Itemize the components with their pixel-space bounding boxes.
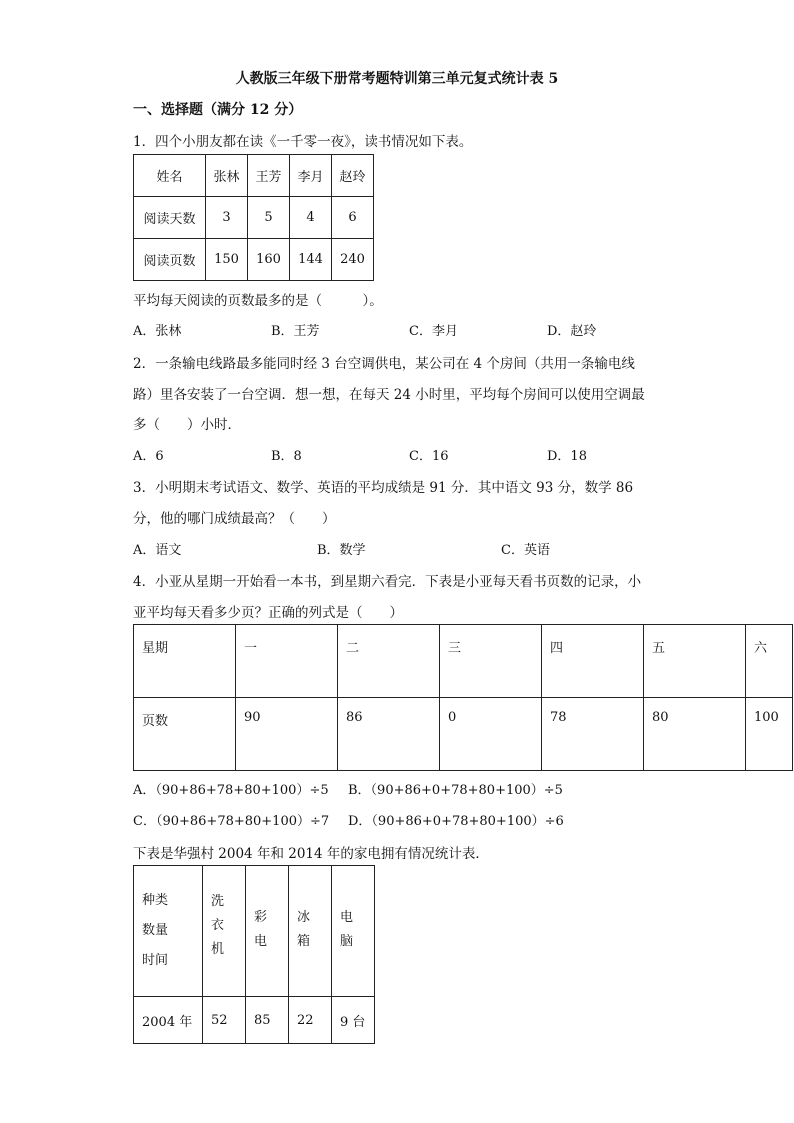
table-header-cell (332, 866, 375, 997)
header-char: 箱 (297, 934, 311, 949)
table-cell: 页数 (134, 698, 236, 771)
table-cell: 160 (248, 239, 290, 281)
table-row (134, 625, 793, 698)
table-header-cell: 四 (542, 625, 644, 698)
table-cell: 150 (206, 239, 248, 281)
table-header-cell: 二 (338, 625, 440, 698)
q5-appliance-table (133, 865, 375, 1044)
table-header-cell: 六 (746, 625, 793, 698)
q3-option-a[interactable]: A．语文 (133, 543, 182, 558)
table-cell: 90 (236, 698, 338, 771)
header-char: 电 (340, 910, 354, 925)
table-cell: 144 (290, 239, 332, 281)
table-header-cell: 赵玲 (332, 155, 374, 197)
q2-stem-line3: 多（ ）小时． (133, 417, 241, 433)
header-char: 冰 (297, 910, 311, 925)
q4-option-d[interactable]: D．（90+86+0+78+80+100）÷6 (348, 814, 564, 829)
q1-stem: 1．四个小朋友都在读《一千零一夜》，读书情况如下表。 (133, 134, 473, 150)
table-header-cell: 五 (644, 625, 746, 698)
header-char: 电 (254, 934, 268, 949)
q4-option-b[interactable]: B．（90+86+0+78+80+100）÷5 (348, 783, 563, 798)
table-cell: 阅读页数 (134, 239, 206, 281)
table-corner-cell (134, 866, 203, 997)
table-cell: 86 (338, 698, 440, 771)
table-row (134, 155, 374, 197)
q3-option-c[interactable]: C．英语 (501, 543, 550, 558)
table-cell: 阅读天数 (134, 197, 206, 239)
table-row (134, 197, 374, 239)
q1-question: 平均每天阅读的页数最多的是（ ）。 (133, 293, 383, 309)
q1-option-a[interactable]: A．张林 (133, 324, 182, 339)
table-row (134, 239, 374, 281)
table-cell: 4 (290, 197, 332, 239)
header-char: 机 (211, 942, 225, 957)
header-char: 衣 (211, 918, 225, 933)
table-header-cell: 星期 (134, 625, 236, 698)
corner-label-quantity: 数量 (142, 923, 169, 938)
q4-stem-line1: 4．小亚从星期一开始看一本书，到星期六看完．下表是小亚每天看书页数的记录，小 (133, 574, 642, 590)
q3-stem-line1: 3．小明期末考试语文、数学、英语的平均成绩是 91 分．其中语文 93 分，数学 86 (133, 480, 634, 496)
q4-pages-table (133, 624, 793, 771)
table-cell: 100 (746, 698, 793, 771)
header-char: 脑 (340, 934, 354, 949)
table-header-cell (289, 866, 332, 997)
table-header-cell: 张林 (206, 155, 248, 197)
q2-option-d[interactable]: D．18 (547, 449, 587, 464)
table-header-cell: 三 (440, 625, 542, 698)
q2-stem-line1: 2．一条输电线路最多能同时经 3 台空调供电，某公司在 4 个房间（共用一条输电线 (133, 356, 635, 372)
corner-label-time: 时间 (142, 953, 169, 968)
table-row (134, 698, 793, 771)
table-cell: 85 (246, 997, 289, 1044)
section-heading: 一、选择题（满分 12 分） (133, 102, 303, 118)
q4-option-c[interactable]: C．（90+86+78+80+100）÷7 (133, 814, 330, 829)
table-cell: 240 (332, 239, 374, 281)
table-cell: 6 (332, 197, 374, 239)
table-cell: 52 (203, 997, 246, 1044)
table-cell: 78 (542, 698, 644, 771)
table-cell: 5 (248, 197, 290, 239)
table-header-cell: 姓名 (134, 155, 206, 197)
table-cell: 80 (644, 698, 746, 771)
q1-reading-table (133, 154, 374, 281)
document-title: 人教版三年级下册常考题特训第三单元复式统计表 5 (235, 71, 559, 87)
q2-option-a[interactable]: A．6 (133, 449, 164, 464)
table-header-cell: 王芳 (248, 155, 290, 197)
table-cell: 22 (289, 997, 332, 1044)
table-cell: 9 台 (332, 997, 375, 1044)
corner-label-type: 种类 (142, 893, 169, 908)
q4-option-a[interactable]: A．（90+86+78+80+100）÷5 (133, 783, 329, 798)
header-char: 彩 (254, 910, 268, 925)
q3-option-b[interactable]: B．数学 (317, 543, 366, 558)
table-header-cell: 李月 (290, 155, 332, 197)
q5-intro: 下表是华强村 2004 年和 2014 年的家电拥有情况统计表． (133, 846, 489, 862)
table-cell: 3 (206, 197, 248, 239)
q4-stem-line2: 亚平均每天看多少页？正确的列式是（ ） (133, 605, 403, 621)
table-cell: 2004 年 (134, 997, 203, 1044)
q3-stem-line2: 分，他的哪门成绩最高？（ ） (133, 511, 336, 527)
table-header-cell (203, 866, 246, 997)
q2-option-c[interactable]: C．16 (409, 449, 449, 464)
q1-option-d[interactable]: D．赵玲 (547, 324, 597, 339)
table-cell: 0 (440, 698, 542, 771)
table-header-cell (246, 866, 289, 997)
q2-option-b[interactable]: B．8 (271, 449, 302, 464)
table-row (134, 866, 375, 997)
q1-option-b[interactable]: B．王芳 (271, 324, 320, 339)
table-row (134, 997, 375, 1044)
table-header-cell: 一 (236, 625, 338, 698)
header-char: 洗 (211, 894, 225, 909)
q1-option-c[interactable]: C．李月 (409, 324, 458, 339)
q2-stem-line2: 路）里各安装了一台空调．想一想，在每天 24 小时里，平均每个房间可以使用空调最 (133, 387, 645, 403)
